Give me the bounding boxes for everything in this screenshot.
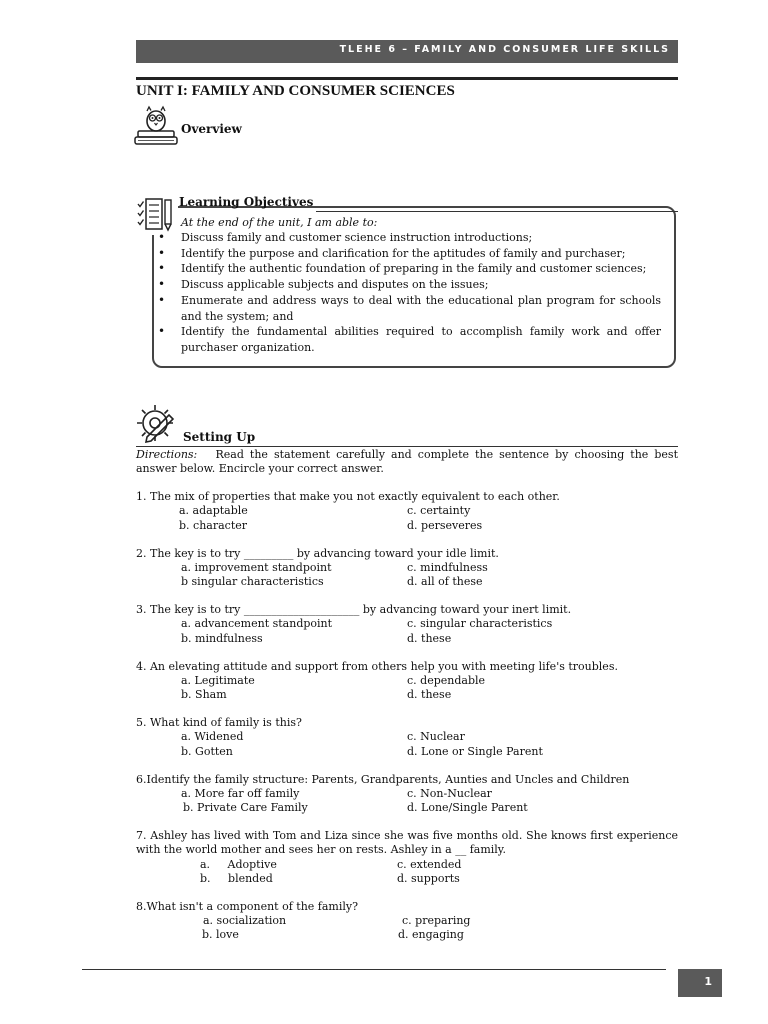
q1-option-c[interactable]: c. certainty (407, 504, 471, 517)
q4-option-a[interactable]: a. Legitimate (181, 674, 255, 687)
objectives-intro: At the end of the unit, I am able to: (181, 216, 378, 229)
q4-option-d[interactable]: d. these (407, 688, 452, 701)
q2-option-a[interactable]: a. improvement standpoint (181, 561, 332, 574)
page-number-box (678, 969, 722, 997)
directions-text: Read the statement carefully and complete the sentence by choosing the best answer below. Encircle your correct answer. (136, 448, 678, 475)
q5-option-b[interactable]: b. Gotten (181, 745, 233, 758)
header-bar (136, 40, 678, 63)
q6-option-c[interactable]: c. Non-Nuclear (407, 787, 492, 800)
q6-option-b[interactable]: b. Private Care Family (183, 801, 308, 814)
q4-option-b[interactable]: b. Sham (181, 688, 227, 701)
owl-books-icon (134, 104, 180, 146)
checklist-icon (132, 195, 178, 235)
q1-option-b[interactable]: b. character (179, 519, 248, 532)
q3-option-a[interactable]: a. advancement standpoint (181, 617, 333, 630)
question-5: 5. What kind of family is this? (136, 716, 302, 729)
q6-option-d[interactable]: d. Lone/Single Parent (407, 801, 528, 814)
q2-option-b[interactable]: b singular characteristics (181, 575, 324, 588)
q7-option-d[interactable]: d. supports (397, 872, 460, 885)
page-number: 1 (704, 975, 712, 988)
objectives-header-rule (316, 211, 678, 212)
footer-divider (82, 969, 666, 970)
q7-option-b[interactable]: b. blended (200, 872, 273, 885)
setting-up-label: Setting Up (183, 430, 256, 444)
setting-up-divider (136, 446, 678, 447)
header-divider (136, 77, 678, 80)
directions-label: Directions: (136, 448, 198, 461)
unit-title: UNIT I: FAMILY AND CONSUMER SCIENCES (136, 83, 455, 99)
q3-option-c[interactable]: c. singular characteristics (407, 617, 553, 630)
objectives-label: Learning Objectives (179, 195, 314, 209)
q8-option-b[interactable]: b. love (202, 928, 239, 941)
objective-item: • Discuss applicable subjects and disputes on the issues; (158, 277, 661, 293)
q8-option-d[interactable]: d. engaging (398, 928, 464, 941)
q1-option-d[interactable]: d. perseveres (407, 519, 483, 532)
q3-option-d[interactable]: d. these (407, 632, 452, 645)
directions (136, 448, 678, 476)
q7-option-c[interactable]: c. extended (397, 858, 462, 871)
q7-option-a[interactable]: a. Adoptive (200, 858, 277, 871)
objective-item: • Enumerate and address ways to deal with the educational plan program for schools and the system; and (158, 293, 661, 324)
objective-item: • Discuss family and customer science instruction introductions; (158, 230, 661, 246)
overview-label: Overview (181, 122, 242, 136)
q6-option-a[interactable]: a. More far off family (181, 787, 300, 800)
objective-item: • Identify the purpose and clarification for the aptitudes of family and purchaser; (158, 246, 661, 262)
question-6: 6.Identify the family structure: Parents, Grandparents, Aunties and Uncles and Children (136, 773, 630, 786)
q3-option-b[interactable]: b. mindfulness (181, 632, 263, 645)
question-2: 2. The key is to try _________ by advancing toward your idle limit. (136, 547, 499, 560)
q5-option-a[interactable]: a. Widened (181, 730, 244, 743)
q2-option-d[interactable]: d. all of these (407, 575, 483, 588)
objectives-list (158, 230, 661, 356)
question-3: 3. The key is to try _____________________ by advancing toward your inert limit. (136, 603, 572, 616)
objective-item: • Identify the authentic foundation of preparing in the family and customer sciences; (158, 261, 661, 277)
question-1: 1. The mix of properties that make you not exactly equivalent to each other. (136, 490, 560, 503)
q8-option-a[interactable]: a. socialization (203, 914, 287, 927)
q4-option-c[interactable]: c. dependable (407, 674, 486, 687)
objective-item: • Identify the fundamental abilities required to accomplish family work and offer purchaser organization. (158, 324, 661, 355)
q5-option-c[interactable]: c. Nuclear (407, 730, 465, 743)
header-title: TLEHE 6 – FAMILY AND CONSUMER LIFE SKILLS (339, 44, 670, 55)
gear-pencil-icon (133, 401, 181, 445)
q5-option-d[interactable]: d. Lone or Single Parent (407, 745, 543, 758)
q8-option-c[interactable]: c. preparing (402, 914, 471, 927)
q1-option-a[interactable]: a. adaptable (179, 504, 248, 517)
question-4: 4. An elevating attitude and support from others help you with meeting life's troubles. (136, 660, 618, 673)
question-8: 8.What isn't a component of the family? (136, 900, 358, 913)
q2-option-c[interactable]: c. mindfulness (407, 561, 488, 574)
question-7: 7. Ashley has lived with Tom and Liza since she was five months old. She knows first experience with the world mother and sees her on rests. Ashley in a __ family. (136, 829, 678, 856)
